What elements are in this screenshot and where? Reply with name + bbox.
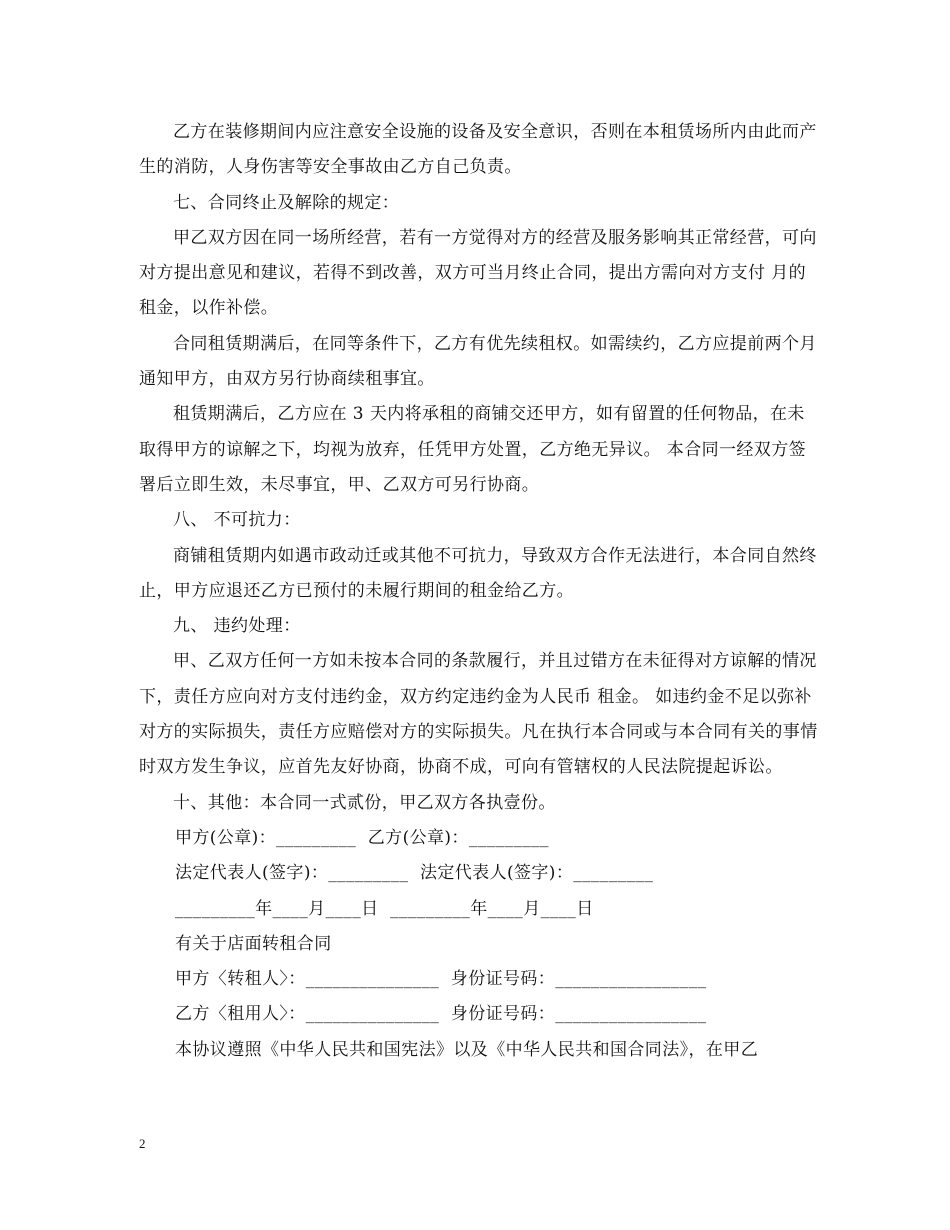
- page-number: 2: [139, 1136, 146, 1151]
- paragraph-decoration-safety: 乙方在装修期间内应注意安全设施的设备及安全意识，否则在本租赁场所内由此而产生的消防，人身伤害等安全事故由乙方自己负责。: [139, 122, 817, 178]
- party-a-line: 甲方〈转租人〉：_______________ 身份证号码：_________________: [175, 969, 707, 990]
- signature-line-representatives: 法定代表人(签字)：_________ 法定代表人(签字)：_________: [175, 863, 654, 884]
- paragraph-force-majeure: 商铺租赁期内如遇市政动迁或其他不可抗力，导致双方合作无法进行，本合同自然终止，甲方应退还乙方已预付的未履行期间的租金给乙方。: [139, 545, 817, 601]
- paragraph-termination-terms: 甲乙双方因在同一场所经营，若有一方觉得对方的经营及服务影响其正常经营，可向对方提出意见和建议，若得不到改善，双方可当月终止合同，提出方需向对方支付 月的租金，以作补偿。: [139, 227, 817, 319]
- second-contract-title: 有关于店面转租合同: [175, 933, 332, 954]
- section-heading-force-majeure: 八、 不可抗力：: [173, 510, 301, 531]
- signature-line-seals: 甲方(公章)：_________ 乙方(公章)：_________: [175, 827, 549, 848]
- paragraph-breach-terms: 甲、乙双方任何一方如未按本合同的条款履行，并且过错方在未征得对方谅解的情况下，责任方应向对方支付违约金，双方约定违约金为人民币 租金。 如违约金不足以弥补对方的实际损失，责任方应赔偿对方的实际损失。凡在执行本合同或与本合同有关的事情时双方发生争议，应首先友好协商，协商不成，可向有管辖权的人民法院提起诉讼。: [139, 651, 818, 778]
- paragraph-renewal-terms: 合同租赁期满后，在同等条件下，乙方有优先续租权。如需续约，乙方应提前两个月通知甲方，由双方另行协商续租事宜。: [139, 333, 817, 390]
- document-body: [139, 115, 819, 1068]
- paragraph-agreement-basis: 本协议遵照《中华人民共和国宪法》以及《中华人民共和国合同法》，在甲乙: [175, 1039, 759, 1060]
- section-heading-termination: 七、合同终止及解除的规定：: [173, 192, 400, 213]
- section-heading-breach: 九、 违约处理：: [173, 616, 301, 637]
- signature-line-dates: _________年____月____日 _________年____月____日: [175, 898, 594, 919]
- paragraph-other-terms: 十、其他：本合同一式贰份，甲乙双方各执壹份。: [173, 792, 556, 813]
- paragraph-return-premises: 租赁期满后，乙方应在 3 天内将承租的商铺交还甲方，如有留置的任何物品，在未取得甲方的谅解之下，均视为放弃，任凭甲方处置，乙方绝无异议。 本合同一经双方签署后立即生效，未尽事宜，甲、乙双方可另行协商。: [139, 404, 807, 495]
- party-b-line: 乙方〈租用人〉：_______________ 身份证号码：_________________: [175, 1004, 707, 1025]
